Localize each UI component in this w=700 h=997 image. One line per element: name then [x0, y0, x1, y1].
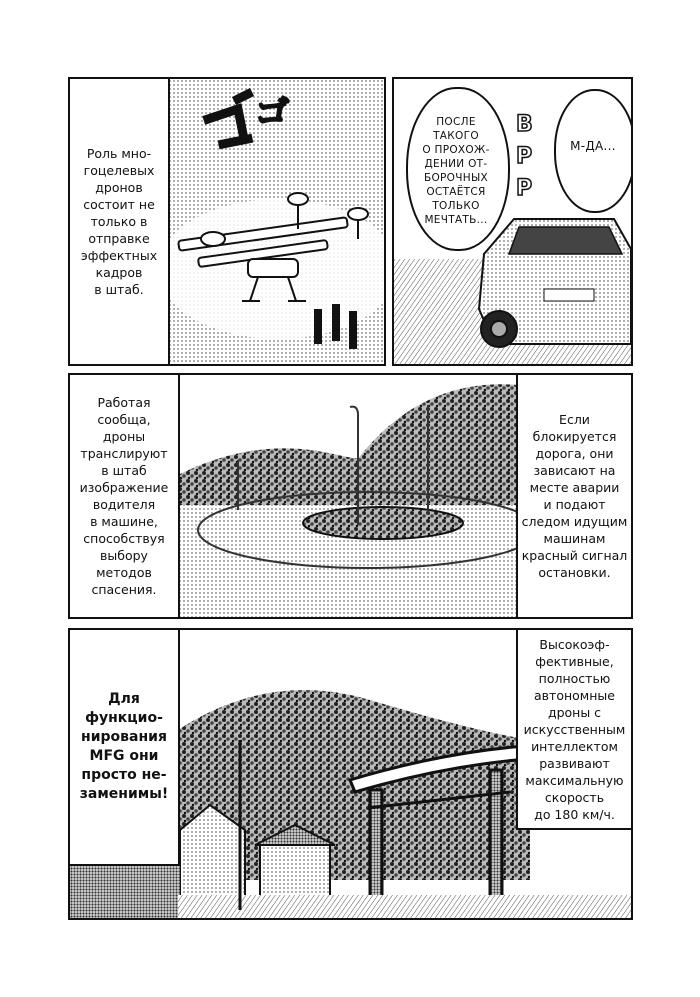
speech-balloon-right-text: М-ДА... [570, 139, 616, 153]
sound-effect-brr: ВРР [516, 112, 533, 201]
caption-box-panel1 [70, 79, 170, 364]
caption-text-right: Если блокируется дорога, они зависают на месте аварии и подают следом идущим машинам красный сигнал остановки. [521, 412, 628, 580]
caption-box-panel4-left [70, 630, 180, 866]
panel-shrine-street [68, 628, 633, 920]
caption-text-right: Высокоэф- фективные, полностью автономные дроны с искусственным интеллектом развивают максимальную скорость до 180 км/ч. [523, 636, 626, 822]
caption-box-panel3-left [70, 375, 180, 617]
caption-text: Роль мно- гоцелевых дронов состоит не только в отправке эффектных кадров в штаб. [80, 146, 158, 297]
speech-balloon-left-text: ПОСЛЕ ТАКОГО О ПРОХОЖ- ДЕНИИ ОТ- БОРОЧНЫХ ОСТАЁТСЯ ТОЛЬКО МЕЧТАТЬ... [422, 116, 490, 226]
panel-car [392, 77, 633, 366]
caption-box-panel3-right [516, 375, 631, 617]
caption-box-panel4-right [516, 630, 631, 830]
caption-text-left: Работая сообща, дроны транслируют в штаб изображение водителя в машине, способствуя выбору методов спасения. [79, 395, 169, 597]
panel-drone [68, 77, 386, 366]
caption-text-left: Для функцио- нирования MFG они просто не- заменимы! [79, 691, 169, 802]
sound-effect-go: ゴ [255, 93, 289, 133]
panel-roundabout [68, 373, 633, 619]
roundabout-artwork [178, 375, 518, 617]
